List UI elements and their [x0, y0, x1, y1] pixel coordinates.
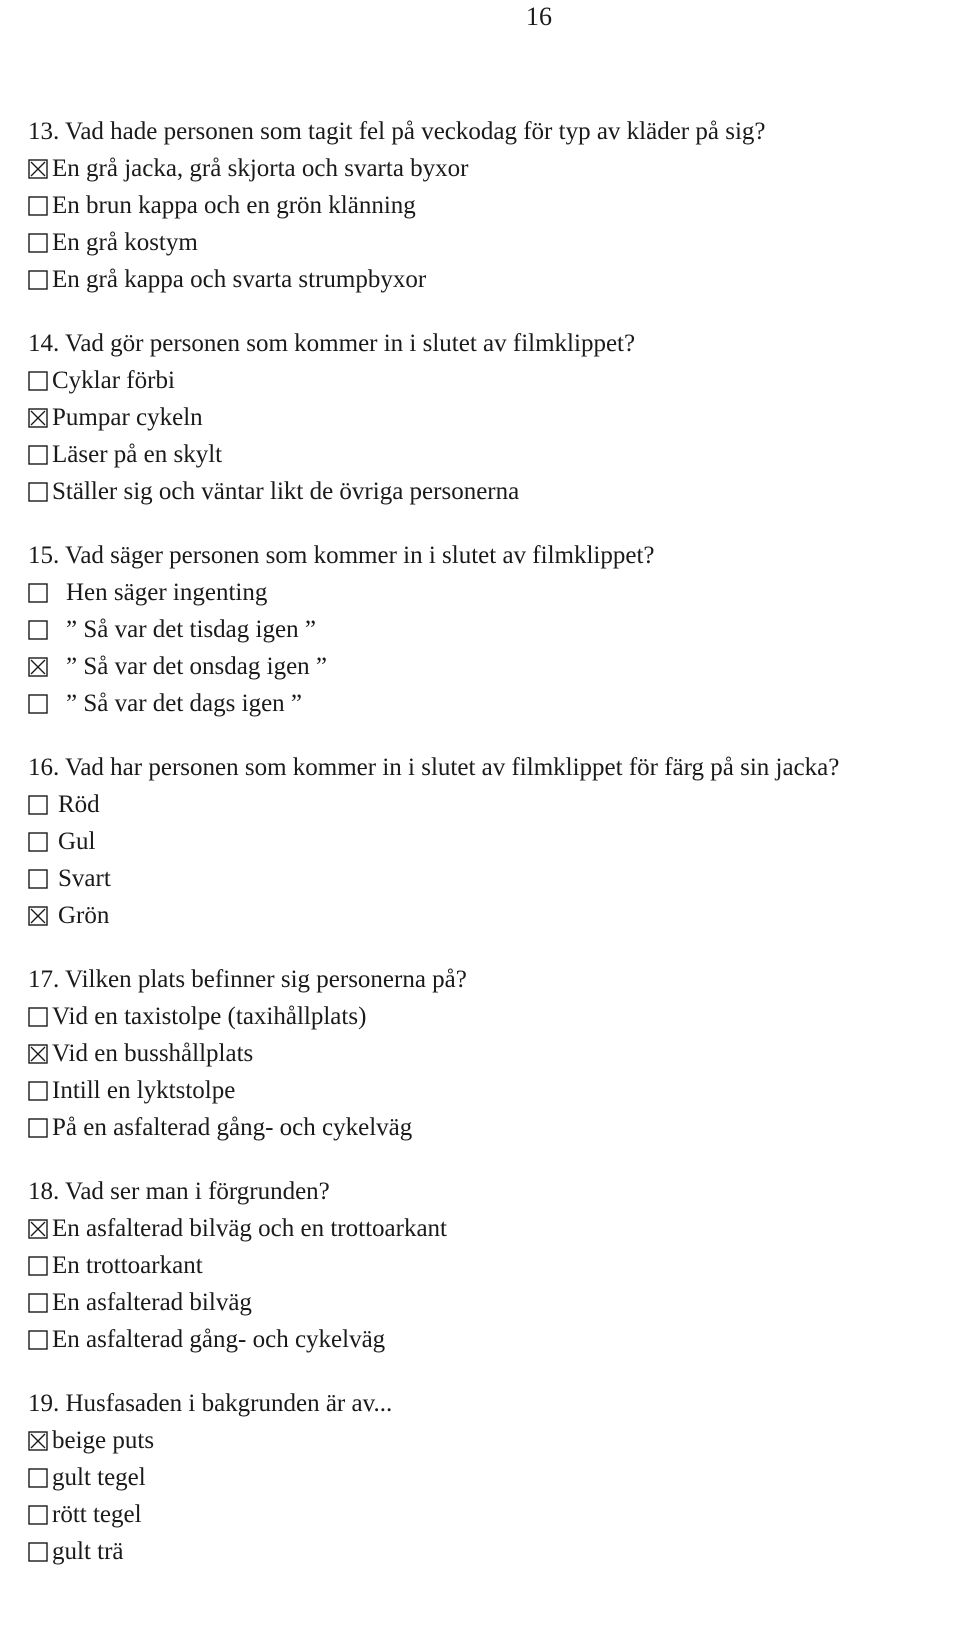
answer-option[interactable] [28, 786, 960, 823]
answer-option[interactable] [28, 1459, 960, 1496]
answer-option[interactable] [28, 685, 960, 722]
answer-label: ” Så var det onsdag igen ” [66, 653, 328, 680]
checkbox-icon[interactable] [28, 445, 48, 465]
answer-option[interactable] [28, 187, 960, 224]
answer-label: Hen säger ingenting [66, 579, 268, 606]
checkbox-icon[interactable] [28, 1256, 48, 1276]
answer-option[interactable] [28, 648, 960, 685]
question-title: 19. Husfasaden i bakgrunden är av... [28, 1390, 393, 1417]
checkbox-icon[interactable] [28, 233, 48, 253]
answer-label: Intill en lyktstolpe [52, 1077, 236, 1104]
page-number: 16 [526, 2, 552, 31]
checkbox-icon[interactable] [28, 1542, 48, 1562]
answer-option[interactable] [28, 860, 960, 897]
answer-option[interactable] [28, 1035, 960, 1072]
question-19 [28, 1385, 960, 1570]
answer-option[interactable] [28, 150, 960, 187]
answer-option[interactable] [28, 1109, 960, 1146]
checked-checkbox-icon[interactable] [28, 1431, 48, 1451]
answer-option[interactable] [28, 1210, 960, 1247]
answer-option[interactable] [28, 1496, 960, 1533]
checkbox-icon[interactable] [28, 795, 48, 815]
checkbox-icon[interactable] [28, 832, 48, 852]
answer-label: En grå jacka, grå skjorta och svarta byxor [52, 155, 469, 182]
answer-option[interactable] [28, 897, 960, 934]
answer-label: En asfalterad bilväg [52, 1289, 252, 1316]
checkbox-icon[interactable] [28, 482, 48, 502]
answer-label: rött tegel [52, 1501, 142, 1528]
question-title: 13. Vad hade personen som tagit fel på veckodag för typ av kläder på sig? [28, 118, 766, 145]
question-13 [28, 113, 960, 298]
checkbox-icon[interactable] [28, 1293, 48, 1313]
question-16 [28, 749, 960, 934]
answer-option[interactable] [28, 1284, 960, 1321]
question-title: 16. Vad har personen som kommer in i slutet av filmklippet för färg på sin jacka? [28, 754, 840, 781]
answer-label: En trottoarkant [52, 1252, 203, 1279]
answer-label: Pumpar cykeln [52, 404, 203, 431]
answer-label: Svart [58, 865, 111, 892]
answer-option[interactable] [28, 399, 960, 436]
answer-label: En asfalterad gång- och cykelväg [52, 1326, 386, 1353]
answer-label: En grå kostym [52, 229, 198, 256]
answer-label: Ställer sig och väntar likt de övriga personerna [52, 478, 520, 505]
checkbox-icon[interactable] [28, 1081, 48, 1101]
answer-option[interactable] [28, 611, 960, 648]
answer-label: Läser på en skylt [52, 441, 223, 468]
question-15 [28, 537, 960, 722]
answer-option[interactable] [28, 473, 960, 510]
answer-label: ” Så var det dags igen ” [66, 690, 303, 717]
answer-option[interactable] [28, 998, 960, 1035]
answer-label: Cyklar förbi [52, 367, 175, 394]
question-14 [28, 325, 960, 510]
answer-option[interactable] [28, 362, 960, 399]
answer-option[interactable] [28, 1247, 960, 1284]
question-18 [28, 1173, 960, 1358]
answer-label: gult trä [52, 1538, 124, 1565]
checkbox-icon[interactable] [28, 371, 48, 391]
checked-checkbox-icon[interactable] [28, 1219, 48, 1239]
answer-option[interactable] [28, 224, 960, 261]
answer-option[interactable] [28, 436, 960, 473]
answer-label: Röd [58, 791, 100, 818]
checked-checkbox-icon[interactable] [28, 159, 48, 179]
checkbox-icon[interactable] [28, 1118, 48, 1138]
question-17 [28, 961, 960, 1146]
answer-option[interactable] [28, 261, 960, 298]
answer-option[interactable] [28, 1533, 960, 1570]
checked-checkbox-icon[interactable] [28, 408, 48, 428]
checkbox-icon[interactable] [28, 583, 48, 603]
question-title: 18. Vad ser man i förgrunden? [28, 1178, 330, 1205]
answer-option[interactable] [28, 1321, 960, 1358]
answer-option[interactable] [28, 574, 960, 611]
checkbox-icon[interactable] [28, 1505, 48, 1525]
answer-label: En brun kappa och en grön klänning [52, 192, 416, 219]
answer-label: beige puts [52, 1427, 155, 1454]
question-title: 15. Vad säger personen som kommer in i slutet av filmklippet? [28, 542, 655, 569]
checkbox-icon[interactable] [28, 694, 48, 714]
checkbox-icon[interactable] [28, 1330, 48, 1350]
question-title: 17. Vilken plats befinner sig personerna på? [28, 966, 467, 993]
checked-checkbox-icon[interactable] [28, 906, 48, 926]
answer-option[interactable] [28, 1422, 960, 1459]
answer-label: På en asfalterad gång- och cykelväg [52, 1114, 413, 1141]
checked-checkbox-icon[interactable] [28, 1044, 48, 1064]
checkbox-icon[interactable] [28, 1007, 48, 1027]
answer-option[interactable] [28, 823, 960, 860]
answer-option[interactable] [28, 1072, 960, 1109]
answer-label: Vid en taxistolpe (taxihållplats) [52, 1003, 367, 1030]
answer-label: gult tegel [52, 1464, 146, 1491]
answer-label: Grön [58, 902, 110, 929]
answer-label: En asfalterad bilväg och en trottoarkant [52, 1215, 447, 1242]
checkbox-icon[interactable] [28, 1468, 48, 1488]
checkbox-icon[interactable] [28, 196, 48, 216]
checkbox-icon[interactable] [28, 620, 48, 640]
answer-label: ” Så var det tisdag igen ” [66, 616, 316, 643]
answer-label: En grå kappa och svarta strumpbyxor [52, 266, 427, 293]
answer-label: Vid en busshållplats [52, 1040, 254, 1067]
question-title: 14. Vad gör personen som kommer in i slutet av filmklippet? [28, 330, 636, 357]
checkbox-icon[interactable] [28, 270, 48, 290]
checked-checkbox-icon[interactable] [28, 657, 48, 677]
answer-label: Gul [58, 828, 96, 855]
checkbox-icon[interactable] [28, 869, 48, 889]
